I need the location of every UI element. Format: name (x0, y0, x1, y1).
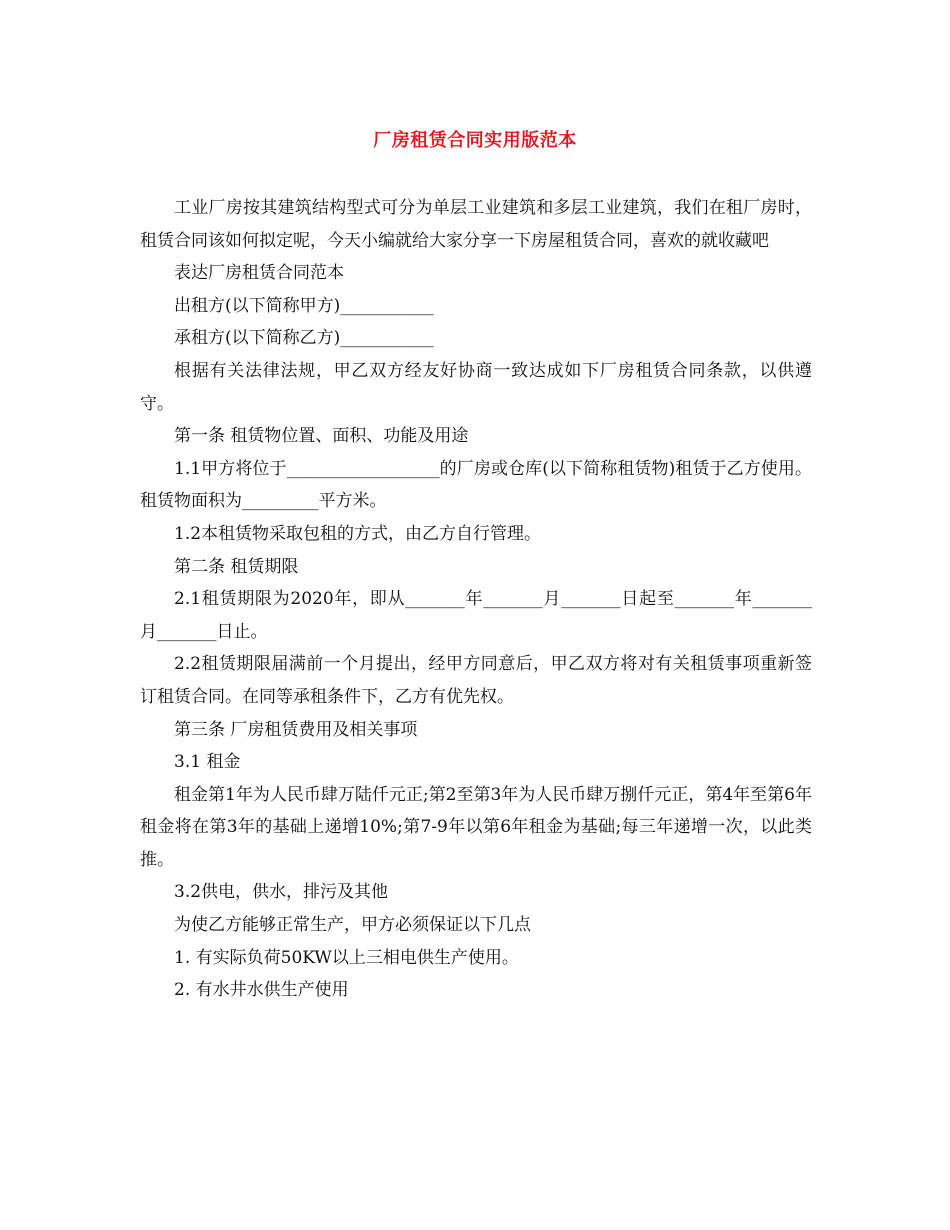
paragraph-lessee: 承租方(以下简称乙方)___________ (174, 328, 434, 349)
clause-2-1: 2.1租赁期限为2020年，即从_______年_______月_______日起至_______年_______月_______日止。 (140, 589, 812, 642)
paragraph-heading: 表达厂房租赁合同范本 (174, 263, 344, 284)
paragraph-lessor: 出租方(以下简称甲方)___________ (174, 295, 434, 316)
article-3-heading: 第三条 厂房租赁费用及相关事项 (174, 719, 418, 740)
article-2-heading: 第二条 租赁期限 (174, 556, 299, 577)
document-body (140, 192, 812, 1007)
clause-1-2: 1.2本租赁物采取包租的方式，由乙方自行管理。 (174, 523, 542, 544)
clause-3-2: 3.2供电，供水，排污及其他 (174, 882, 389, 903)
clause-2-2: 2.2租赁期限届满前一个月提出，经甲方同意后，甲乙双方将对有关租赁事项重新签订租赁合同。在同等承租条件下，乙方有优先权。 (140, 654, 812, 707)
clause-1-1: 1.1甲方将位于__________________的厂房或仓库(以下简称租赁物)租赁于乙方使用。租赁物面积为_________平方米。 (140, 458, 812, 512)
clause-3-1-text: 租金第1年为人民币肆万陆仟元正;第2至第3年为人民币肆万捌仟元正，第4年至第6年租金将在第3年的基础上递增10%;第7-9年以第6年租金为基础;每三年递增一次，以此类推。 (140, 784, 812, 870)
clause-3-2-text: 为使乙方能够正常生产，甲方必须保证以下几点 (174, 915, 531, 936)
document-title: 厂房租赁合同实用版范本 (373, 130, 577, 151)
list-item-2: 2. 有水井水供生产使用 (174, 980, 349, 1001)
article-1-heading: 第一条 租赁物位置、面积、功能及用途 (174, 426, 469, 447)
paragraph-preamble: 根据有关法律法规，甲乙双方经友好协商一致达成如下厂房租赁合同条款，以供遵守。 (140, 360, 812, 414)
clause-3-1: 3.1 租金 (174, 752, 241, 773)
list-item-1: 1. 有实际负荷50KW以上三相电供生产使用。 (174, 947, 519, 968)
paragraph-intro: 工业厂房按其建筑结构型式可分为单层工业建筑和多层工业建筑，我们在租厂房时，租赁合同该如何拟定呢，今天小编就给大家分享一下房屋租赁合同，喜欢的就收藏吧 (140, 198, 812, 251)
